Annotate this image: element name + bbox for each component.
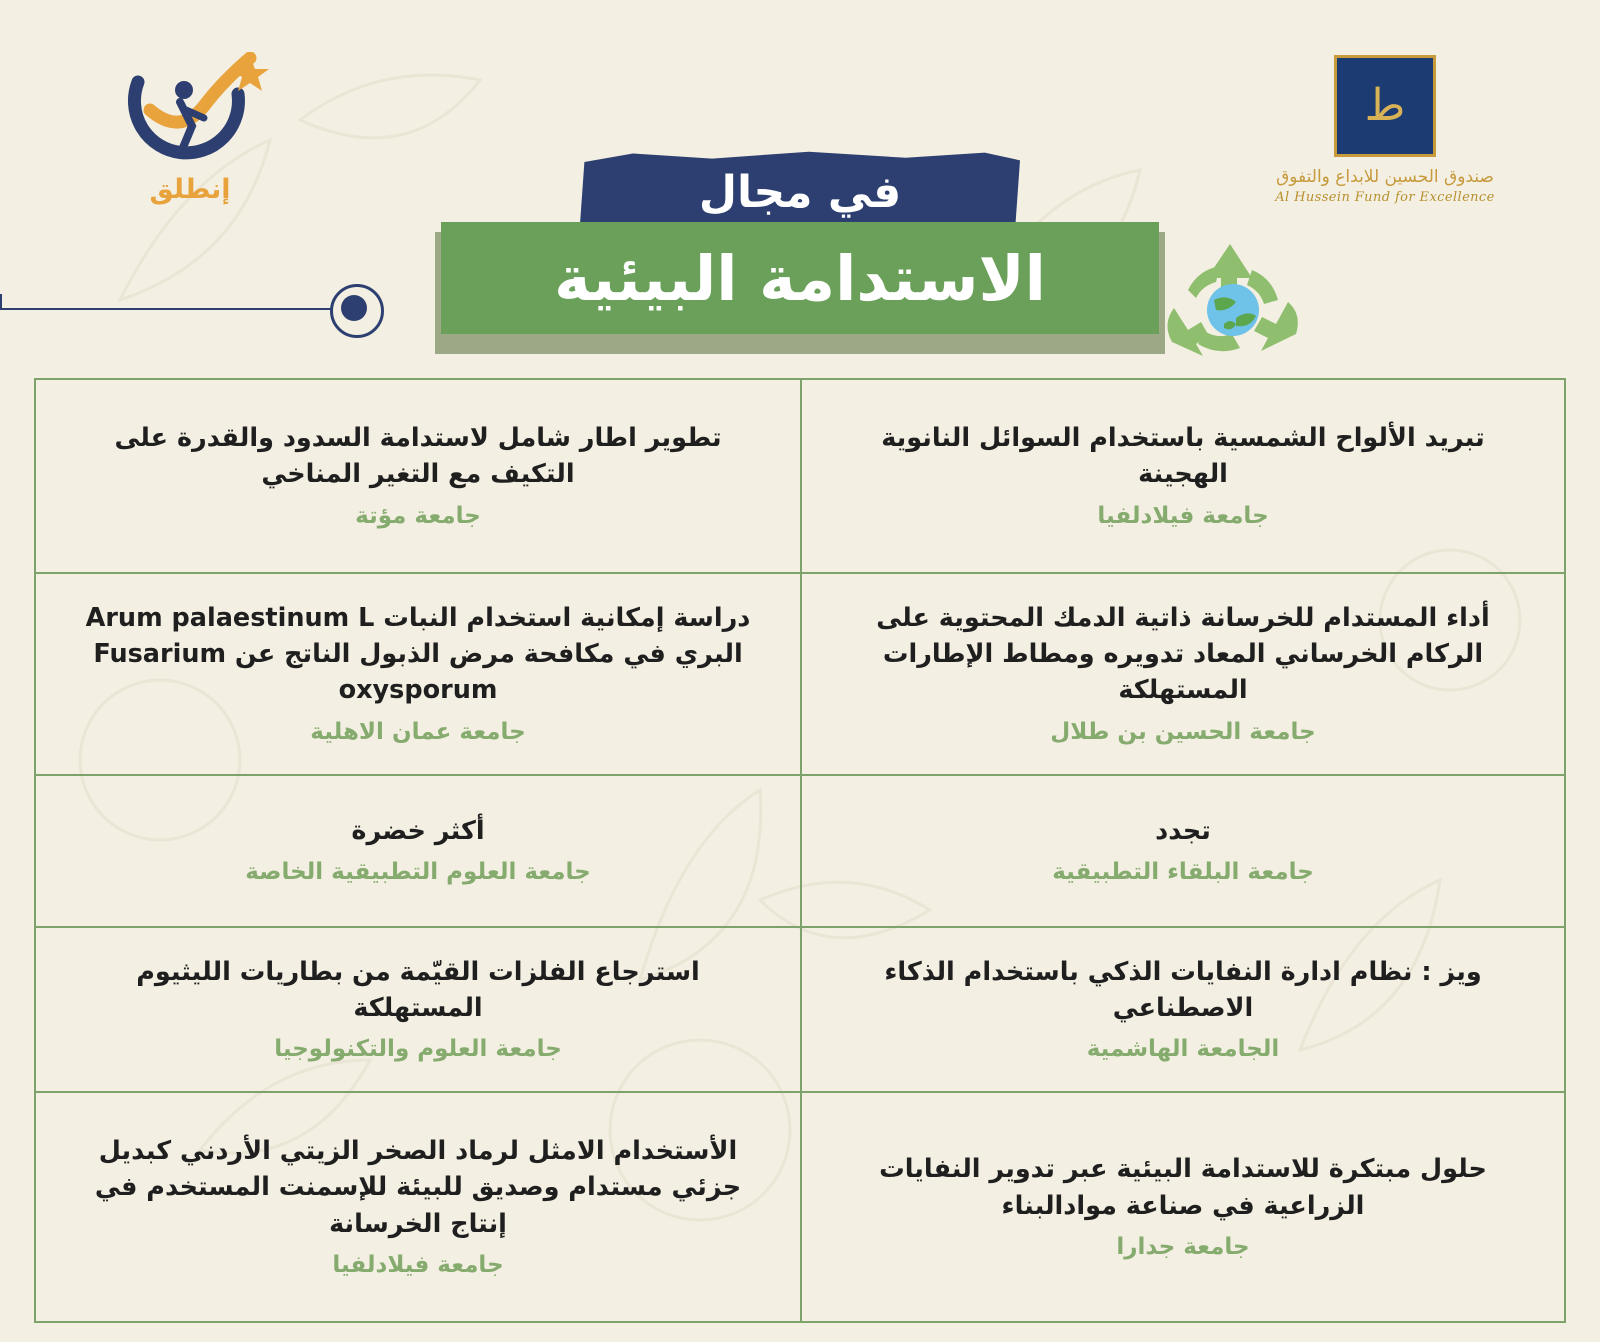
project-university: جامعة عمان الاهلية [310,718,526,745]
project-title: تطوير اطار شامل لاستدامة السدود والقدرة على التكيف مع التغير المناخي [114,423,722,490]
project-cell [36,776,800,926]
project-title: أداء المستدام للخرسانة ذاتية الدمك المحتوية على الركام الخرساني المعاد تدويره ومطاط الإطارات المستهلكة [876,603,1490,706]
project-cell [800,574,1564,774]
fund-english-name: Al Hussein Fund for Excellence [1275,190,1495,205]
table-row [36,574,1564,776]
project-cell [36,928,800,1091]
green-bar [441,222,1159,334]
connector-dot [341,295,367,321]
projects-table [34,378,1566,1323]
project-title: تبريد الألواح الشمسية باستخدام السوائل النانوية الهجينة [881,423,1485,490]
project-title: حلول مبتكرة للاستدامة البيئية عبر تدوير النفايات الزراعية في صناعة موادالبناء [879,1154,1487,1221]
project-cell [36,1093,800,1321]
project-title: ويز : نظام ادارة النفايات الذكي باستخدام الذكاء الاصطناعي [884,956,1482,1023]
project-title: تجدد [1155,816,1211,847]
page-title: الاستدامة البيئية [554,241,1046,315]
brush-title: في مجال [698,167,902,218]
project-university: جامعة مؤتة [355,502,481,529]
project-university: الجامعة الهاشمية [1086,1036,1280,1063]
project-cell [36,574,800,774]
project-title: استرجاع الفلزات القيّمة من بطاريات الليثيوم المستهلكة [136,956,700,1023]
fund-arabic-name: صندوق الحسين للابداع والتفوق [1276,167,1494,187]
connector-stroke [0,308,350,310]
project-university: جامعة البلقاء التطبيقية [1052,859,1314,886]
table-row [36,776,1564,928]
recycle-globe-icon [1158,238,1308,368]
project-title: أكثر خضرة [351,816,485,847]
project-university: جامعة فيلادلفيا [1097,502,1269,529]
intalq-logo-label: إنطلق [149,174,231,205]
connector-line [0,308,420,368]
table-row [36,1093,1564,1323]
project-cell [800,776,1564,926]
project-title: الأستخدام الامثل لرماد الصخر الزيتي الأردني كبديل جزئي مستدام وصديق للبيئة للإسمنت المستخدم في إنتاج الخرسانة [94,1136,742,1239]
project-university: جامعة الحسين بن طلال [1050,718,1316,745]
project-cell [800,380,1564,572]
project-university: جامعة جدارا [1116,1233,1250,1260]
table-row [36,380,1564,574]
project-cell [800,1093,1564,1321]
header [0,0,1600,378]
project-university: جامعة العلوم التطبيقية الخاصة [245,859,591,886]
project-cell [36,380,800,572]
table-row [36,928,1564,1093]
project-university: جامعة العلوم والتكنولوجيا [274,1036,562,1063]
project-cell [800,928,1564,1091]
tughra-icon: ط [1364,80,1406,131]
project-university: جامعة فيلادلفيا [332,1251,504,1278]
project-title: دراسة إمكانية استخدام النبات Arum palaestinum L البري في مكافحة مرض الذبول الناتج عن Fusarium oxysporum [85,603,751,706]
